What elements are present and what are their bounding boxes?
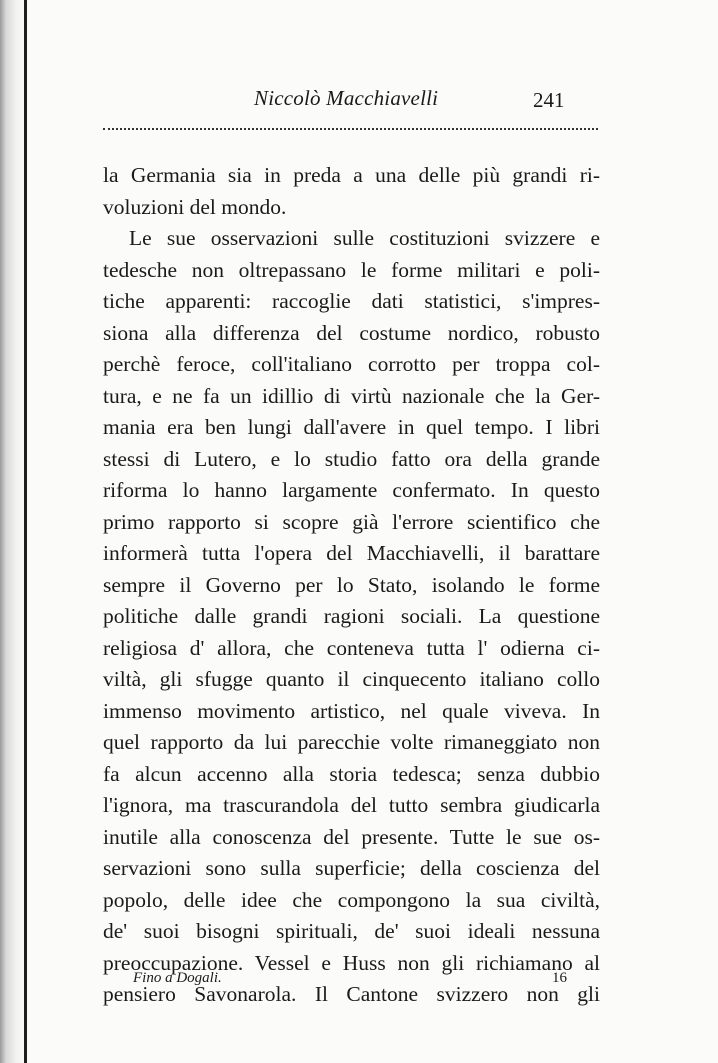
text-line: popolo, delle idee che compongono la sua civiltà,	[103, 887, 600, 912]
body-text	[103, 160, 600, 1011]
text-line: immenso movimento artistico, nel quale viveva. In	[103, 698, 600, 723]
text-line: inutile alla conoscenza del presente. Tutte le sue os-	[103, 824, 600, 849]
running-title: Niccolò Macchiavelli	[254, 86, 439, 110]
text-line: pensiero Savonarola. Il Cantone svizzero non gli	[103, 982, 600, 1006]
text-line: fa alcun accenno alla storia tedesca; senza dubbio	[103, 761, 600, 786]
text-line: tura, e ne fa un idillio di virtù nazionale che la Ger-	[103, 383, 600, 408]
signature-mark: 16	[552, 970, 567, 986]
signature-note: Fino a Dogali.	[133, 970, 222, 986]
binding-edge	[24, 0, 27, 1063]
text-line: tedesche non oltrepassano le forme militari e poli-	[103, 257, 600, 282]
text-line: riforma lo hanno largamente confermato. In questo	[103, 478, 600, 502]
text-line: voluzioni del mondo.	[103, 194, 287, 219]
text-line: sempre il Governo per lo Stato, isolando le forme	[103, 572, 600, 597]
running-header	[0, 86, 718, 116]
text-line: quel rapporto da lui parecchie volte rimaneggiato non	[103, 730, 600, 754]
text-line: l'ignora, ma trascurandola del tutto sembra giudicarla	[103, 793, 600, 817]
text-line: de' suoi bisogni spirituali, de' suoi ideali nessuna	[103, 919, 600, 943]
text-line: stessi di Lutero, e lo studio fatto ora della grande	[103, 446, 600, 471]
text-line: perchè feroce, coll'italiano corrotto per troppa col-	[103, 352, 600, 376]
text-line: servazioni sono sulla superficie; della coscienza del	[103, 856, 600, 880]
text-line: mania era ben lungi dall'avere in quel tempo. I libri	[103, 415, 600, 439]
text-line: preoccupazione. Vessel e Huss non gli richiamano al	[103, 950, 600, 975]
text-line: la Germania sia in preda a una delle più grandi ri-	[103, 163, 600, 187]
page-number: 241	[533, 88, 565, 112]
text-line: religiosa d' allora, che conteneva tutta l' odierna ci-	[103, 635, 600, 660]
text-line: tiche apparenti: raccoglie dati statistici, s'impres-	[103, 289, 600, 313]
header-dotted-rule	[103, 128, 598, 130]
text-line: viltà, gli sfugge quanto il cinquecento italiano collo	[103, 667, 600, 691]
text-line: Le sue osservazioni sulle costituzioni svizzere e	[129, 226, 600, 250]
text-line: politiche dalle grandi ragioni sociali. La questione	[103, 604, 600, 628]
text-line: primo rapporto si scopre già l'errore scientifico che	[103, 509, 600, 534]
text-line: informerà tutta l'opera del Macchiavelli, il barattare	[103, 541, 600, 565]
text-line: siona alla differenza del costume nordico, robusto	[103, 320, 600, 345]
page-footer	[0, 970, 718, 994]
